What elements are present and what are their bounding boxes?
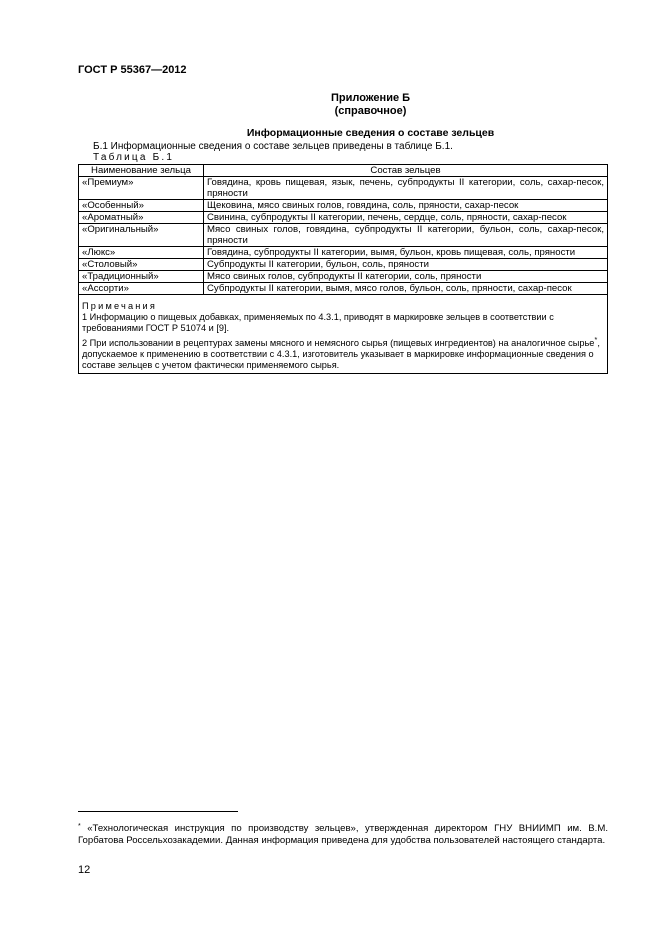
- footnote-mark: *: [78, 823, 81, 830]
- table-notes: [79, 295, 608, 374]
- table-notes-row: [79, 295, 608, 374]
- product-name: «Столовый»: [79, 259, 204, 271]
- header-name: Наименование зельца: [79, 165, 204, 177]
- note-2-text-after: , допускаемое к применению в соответствии с 4.3.1, изготовитель указывает в маркировке информационные сведения о составе зельцев с учетом фактически применяемого сырья.: [82, 338, 600, 371]
- section-heading: Информационные сведения о составе зельцев: [246, 127, 495, 139]
- footnote-text: «Технологическая инструкция по производству зельцев», утвержденная директором ГНУ ВНИИМП им. В.М. Горбатова Россельхозакадемии. Данная информация приведена для удобства пользователей настоящего стандарта.: [78, 823, 608, 846]
- footnote-marker: *: [594, 335, 598, 344]
- composition-table: [78, 164, 608, 374]
- product-composition: Щековина, мясо свиных голов, говядина, соль, пряности, сахар-песок: [204, 200, 608, 212]
- table-row: [79, 259, 608, 271]
- table-header-row: [79, 165, 608, 177]
- page-number: 12: [78, 864, 91, 876]
- product-composition: Говядина, субпродукты II категории, вымя, бульон, кровь пищевая, соль, пряности: [204, 247, 608, 259]
- table-row: [79, 247, 608, 259]
- table-row: [79, 283, 608, 295]
- table-row: [79, 224, 608, 247]
- appendix-type: (справочное): [334, 105, 407, 117]
- appendix-title: Приложение Б: [330, 92, 411, 104]
- section-intro: Б.1 Информационные сведения о составе зельцев приведены в таблице Б.1.: [93, 141, 453, 152]
- footnote: [78, 823, 608, 847]
- table-row: [79, 177, 608, 200]
- product-composition: Субпродукты II категории, бульон, соль, пряности: [204, 259, 608, 271]
- table-row: [79, 271, 608, 283]
- product-composition: Субпродукты II категории, вымя, мясо голов, бульон, соль, пряности, сахар-песок: [204, 283, 608, 295]
- header-composition: Состав зельцев: [204, 165, 608, 177]
- product-name: «Традиционный»: [79, 271, 204, 283]
- product-composition: Говядина, кровь пищевая, язык, печень, субпродукты II категории, соль, сахар-песок, пряности: [204, 177, 608, 200]
- document-code: ГОСТ Р 55367—2012: [78, 64, 187, 76]
- note-2-text-before: 2 При использовании в рецептурах замены мясного и немясного сырья (пищевых ингредиентов) на аналогичное сырье: [82, 338, 595, 349]
- product-composition: Мясо свиных голов, субпродукты II категории, соль, пряности: [204, 271, 608, 283]
- notes-title: Примечания: [82, 301, 158, 311]
- product-name: «Особенный»: [79, 200, 204, 212]
- table-row: [79, 212, 608, 224]
- product-name: «Ароматный»: [79, 212, 204, 224]
- note-1: 1 Информацию о пищевых добавках, применяемых по 4.3.1, приводят в маркировке зельцев в соответствии с требованиями ГОСТ Р 51074 и [9].: [82, 312, 554, 333]
- table-label: Таблица Б.1: [93, 152, 175, 163]
- table-row: [79, 200, 608, 212]
- product-composition: Мясо свиных голов, говядина, субпродукты II категории, бульон, соль, сахар-песок, пряности: [204, 224, 608, 247]
- appendix-header: [0, 92, 661, 118]
- product-name: «Премиум»: [79, 177, 204, 200]
- note-2: [82, 334, 604, 371]
- product-name: «Ассорти»: [79, 283, 204, 295]
- product-composition: Свинина, субпродукты II категории, печень, сердце, соль, пряности, сахар-песок: [204, 212, 608, 224]
- footnote-divider: [78, 811, 238, 812]
- product-name: «Оригинальный»: [79, 224, 204, 247]
- product-name: «Люкс»: [79, 247, 204, 259]
